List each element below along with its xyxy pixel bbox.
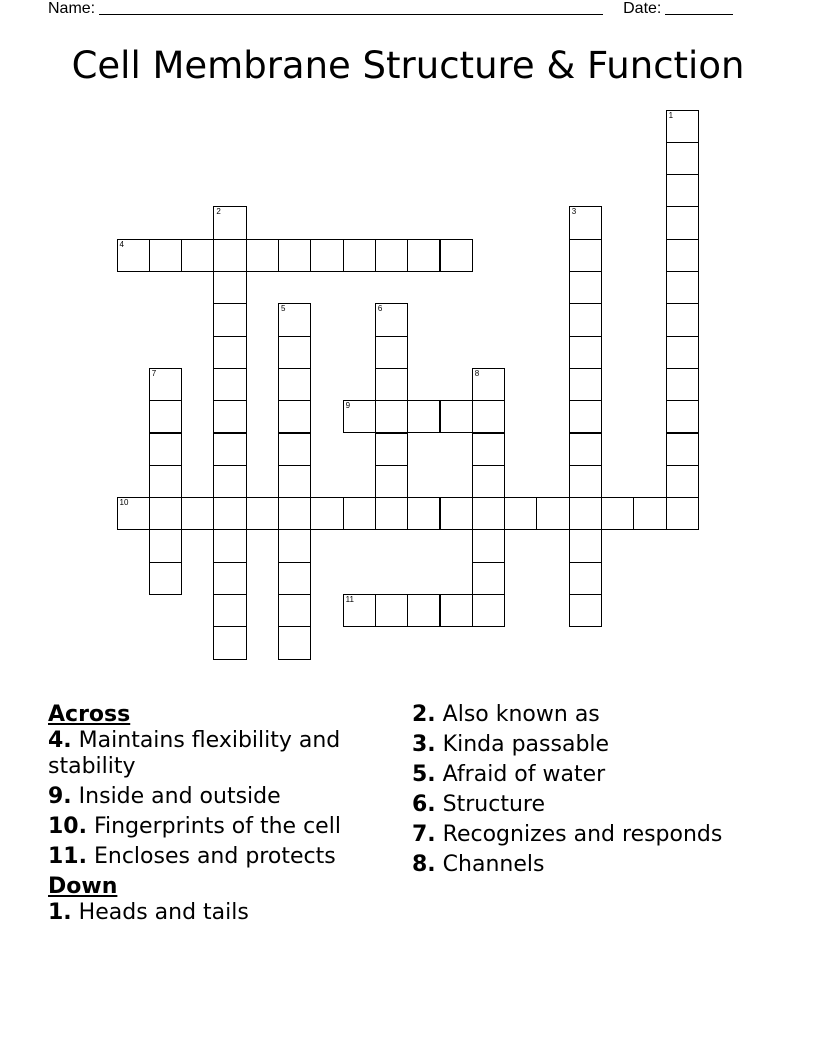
grid-cell[interactable] xyxy=(569,400,602,433)
clue-text: Fingerprints of the cell xyxy=(93,814,341,839)
clue-number: 6. xyxy=(412,792,436,817)
grid-cell[interactable] xyxy=(213,368,246,401)
grid-cell[interactable] xyxy=(375,368,408,401)
clue-number: 7. xyxy=(412,822,436,847)
grid-cell[interactable] xyxy=(375,497,408,530)
cell-number: 11 xyxy=(345,595,354,604)
clue-text: Inside and outside xyxy=(78,784,281,809)
grid-cell[interactable] xyxy=(343,594,376,627)
clue-text: Recognizes and responds xyxy=(442,822,723,847)
grid-cell[interactable] xyxy=(278,336,311,369)
grid-cell[interactable] xyxy=(213,433,246,466)
grid-cell[interactable] xyxy=(213,626,246,659)
clue-across-10 xyxy=(48,814,388,840)
cell-number: 6 xyxy=(377,304,383,314)
grid-cell[interactable] xyxy=(278,433,311,466)
grid-cell[interactable] xyxy=(246,497,279,530)
grid-cell[interactable] xyxy=(666,303,699,336)
clue-number: 1. xyxy=(48,900,72,925)
grid-cell[interactable] xyxy=(472,529,505,562)
grid-cell[interactable] xyxy=(375,239,408,272)
grid-cell[interactable] xyxy=(278,239,311,272)
clue-text: Afraid of water xyxy=(442,762,606,787)
grid-cell[interactable] xyxy=(472,400,505,433)
grid-cell[interactable] xyxy=(569,206,602,239)
clue-down-3 xyxy=(412,732,772,758)
clue-across-9 xyxy=(48,784,388,810)
grid-cell[interactable] xyxy=(343,400,376,433)
grid-cell[interactable] xyxy=(213,529,246,562)
grid-cell[interactable] xyxy=(504,497,537,530)
grid-cell[interactable] xyxy=(213,562,246,595)
grid-cell[interactable] xyxy=(117,497,150,530)
grid-cell[interactable] xyxy=(213,303,246,336)
grid-cell[interactable] xyxy=(278,465,311,498)
grid-cell[interactable] xyxy=(666,206,699,239)
cell-number: 4 xyxy=(119,239,124,249)
clue-number: 4. xyxy=(48,728,72,753)
grid-cell[interactable] xyxy=(569,562,602,595)
grid-cell[interactable] xyxy=(472,368,505,401)
cell-number: 2 xyxy=(216,207,221,217)
cell-number: 3 xyxy=(571,207,577,217)
grid-cell[interactable] xyxy=(375,303,408,336)
grid-cell[interactable] xyxy=(472,433,505,466)
grid-cell[interactable] xyxy=(569,368,602,401)
grid-cell[interactable] xyxy=(569,303,602,336)
grid-cell[interactable] xyxy=(407,497,440,530)
grid-cell[interactable] xyxy=(666,368,699,401)
grid-cell[interactable] xyxy=(343,497,376,530)
grid-cell[interactable] xyxy=(472,465,505,498)
grid-cell[interactable] xyxy=(440,400,473,433)
clue-text: Heads and tails xyxy=(78,900,249,925)
name-label: Name: xyxy=(48,0,96,17)
grid-cell[interactable] xyxy=(213,271,246,304)
clue-number: 5. xyxy=(412,762,436,787)
clue-across-4 xyxy=(48,728,388,780)
page-title: Cell Membrane Structure & Function xyxy=(71,44,745,87)
grid-cell[interactable] xyxy=(213,497,246,530)
clue-text: Channels xyxy=(442,852,545,877)
grid-cell[interactable] xyxy=(666,142,699,175)
clue-text: Maintains flexibility and stability xyxy=(48,728,341,779)
grid-cell[interactable] xyxy=(213,594,246,627)
grid-cell[interactable] xyxy=(569,529,602,562)
clues-left-column xyxy=(48,702,388,930)
cell-number: 9 xyxy=(345,401,351,411)
grid-cell[interactable] xyxy=(149,497,182,530)
grid-cell[interactable] xyxy=(666,174,699,207)
clue-number: 8. xyxy=(412,852,436,877)
grid-cell[interactable] xyxy=(666,336,699,369)
grid-cell[interactable] xyxy=(149,465,182,498)
grid-cell[interactable] xyxy=(278,400,311,433)
grid-cell[interactable] xyxy=(278,529,311,562)
cell-number: 7 xyxy=(151,368,157,378)
grid-cell[interactable] xyxy=(149,562,182,595)
grid-cell[interactable] xyxy=(375,336,408,369)
clues-right-column xyxy=(412,702,772,882)
grid-cell[interactable] xyxy=(536,497,569,530)
grid-cell[interactable] xyxy=(149,433,182,466)
clue-down-7 xyxy=(412,822,772,848)
grid-cell[interactable] xyxy=(278,497,311,530)
clue-down-2 xyxy=(412,702,772,728)
grid-cell[interactable] xyxy=(569,271,602,304)
cell-number: 5 xyxy=(281,304,286,314)
clue-number: 2. xyxy=(412,702,436,727)
grid-cell[interactable] xyxy=(601,497,634,530)
grid-cell[interactable] xyxy=(343,239,376,272)
grid-cell[interactable] xyxy=(213,206,246,239)
down-heading: Down xyxy=(48,874,118,899)
grid-cell[interactable] xyxy=(181,497,214,530)
grid-cell[interactable] xyxy=(149,239,182,272)
date-label: Date: xyxy=(623,0,662,17)
clue-text: Also known as xyxy=(442,702,600,727)
grid-cell[interactable] xyxy=(213,465,246,498)
clue-across-11 xyxy=(48,844,388,870)
clue-number: 3. xyxy=(412,732,436,757)
grid-cell[interactable] xyxy=(407,400,440,433)
grid-cell[interactable] xyxy=(407,239,440,272)
cell-number: 8 xyxy=(474,368,480,378)
grid-cell[interactable] xyxy=(149,368,182,401)
grid-cell[interactable] xyxy=(666,110,699,143)
grid-cell[interactable] xyxy=(310,239,343,272)
clue-number: 9. xyxy=(48,784,72,809)
grid-cell[interactable] xyxy=(246,239,279,272)
grid-cell[interactable] xyxy=(472,497,505,530)
clue-down-5 xyxy=(412,762,772,788)
clue-down-1 xyxy=(48,900,388,926)
grid-cell[interactable] xyxy=(213,336,246,369)
grid-cell[interactable] xyxy=(375,465,408,498)
grid-cell[interactable] xyxy=(375,433,408,466)
clue-down-6 xyxy=(412,792,772,818)
grid-cell[interactable] xyxy=(440,497,473,530)
grid-cell[interactable] xyxy=(569,465,602,498)
cell-number: 10 xyxy=(119,498,129,508)
grid-cell[interactable] xyxy=(666,400,699,433)
clue-text: Encloses and protects xyxy=(93,844,336,869)
grid-cell[interactable] xyxy=(569,594,602,627)
grid-cell[interactable] xyxy=(213,400,246,433)
across-heading: Across xyxy=(48,702,131,727)
grid-cell[interactable] xyxy=(278,303,311,336)
grid-cell[interactable] xyxy=(440,594,473,627)
grid-cell[interactable] xyxy=(117,239,150,272)
grid-cell[interactable] xyxy=(278,626,311,659)
grid-cell[interactable] xyxy=(569,497,602,530)
clue-text: Structure xyxy=(442,792,546,817)
grid-cell[interactable] xyxy=(310,497,343,530)
grid-cell[interactable] xyxy=(278,368,311,401)
grid-cell[interactable] xyxy=(440,239,473,272)
grid-cell[interactable] xyxy=(569,239,602,272)
clue-text: Kinda passable xyxy=(442,732,610,757)
grid-cell[interactable] xyxy=(569,336,602,369)
grid-cell[interactable] xyxy=(407,594,440,627)
grid-cell[interactable] xyxy=(472,562,505,595)
grid-cell[interactable] xyxy=(213,239,246,272)
grid-cell[interactable] xyxy=(472,594,505,627)
grid-cell[interactable] xyxy=(666,271,699,304)
grid-cell[interactable] xyxy=(666,465,699,498)
grid-cell[interactable] xyxy=(375,400,408,433)
grid-cell[interactable] xyxy=(666,433,699,466)
grid-cell[interactable] xyxy=(278,594,311,627)
clue-number: 11. xyxy=(48,844,87,869)
clue-number: 10. xyxy=(48,814,87,839)
grid-cell[interactable] xyxy=(278,562,311,595)
clue-down-8 xyxy=(412,852,772,878)
grid-cell[interactable] xyxy=(666,497,699,530)
grid-cell[interactable] xyxy=(149,400,182,433)
grid-cell[interactable] xyxy=(181,239,214,272)
grid-cell[interactable] xyxy=(569,433,602,466)
grid-cell[interactable] xyxy=(633,497,666,530)
grid-cell[interactable] xyxy=(375,594,408,627)
grid-cell[interactable] xyxy=(666,239,699,272)
cell-number: 1 xyxy=(668,110,674,120)
grid-cell[interactable] xyxy=(149,529,182,562)
